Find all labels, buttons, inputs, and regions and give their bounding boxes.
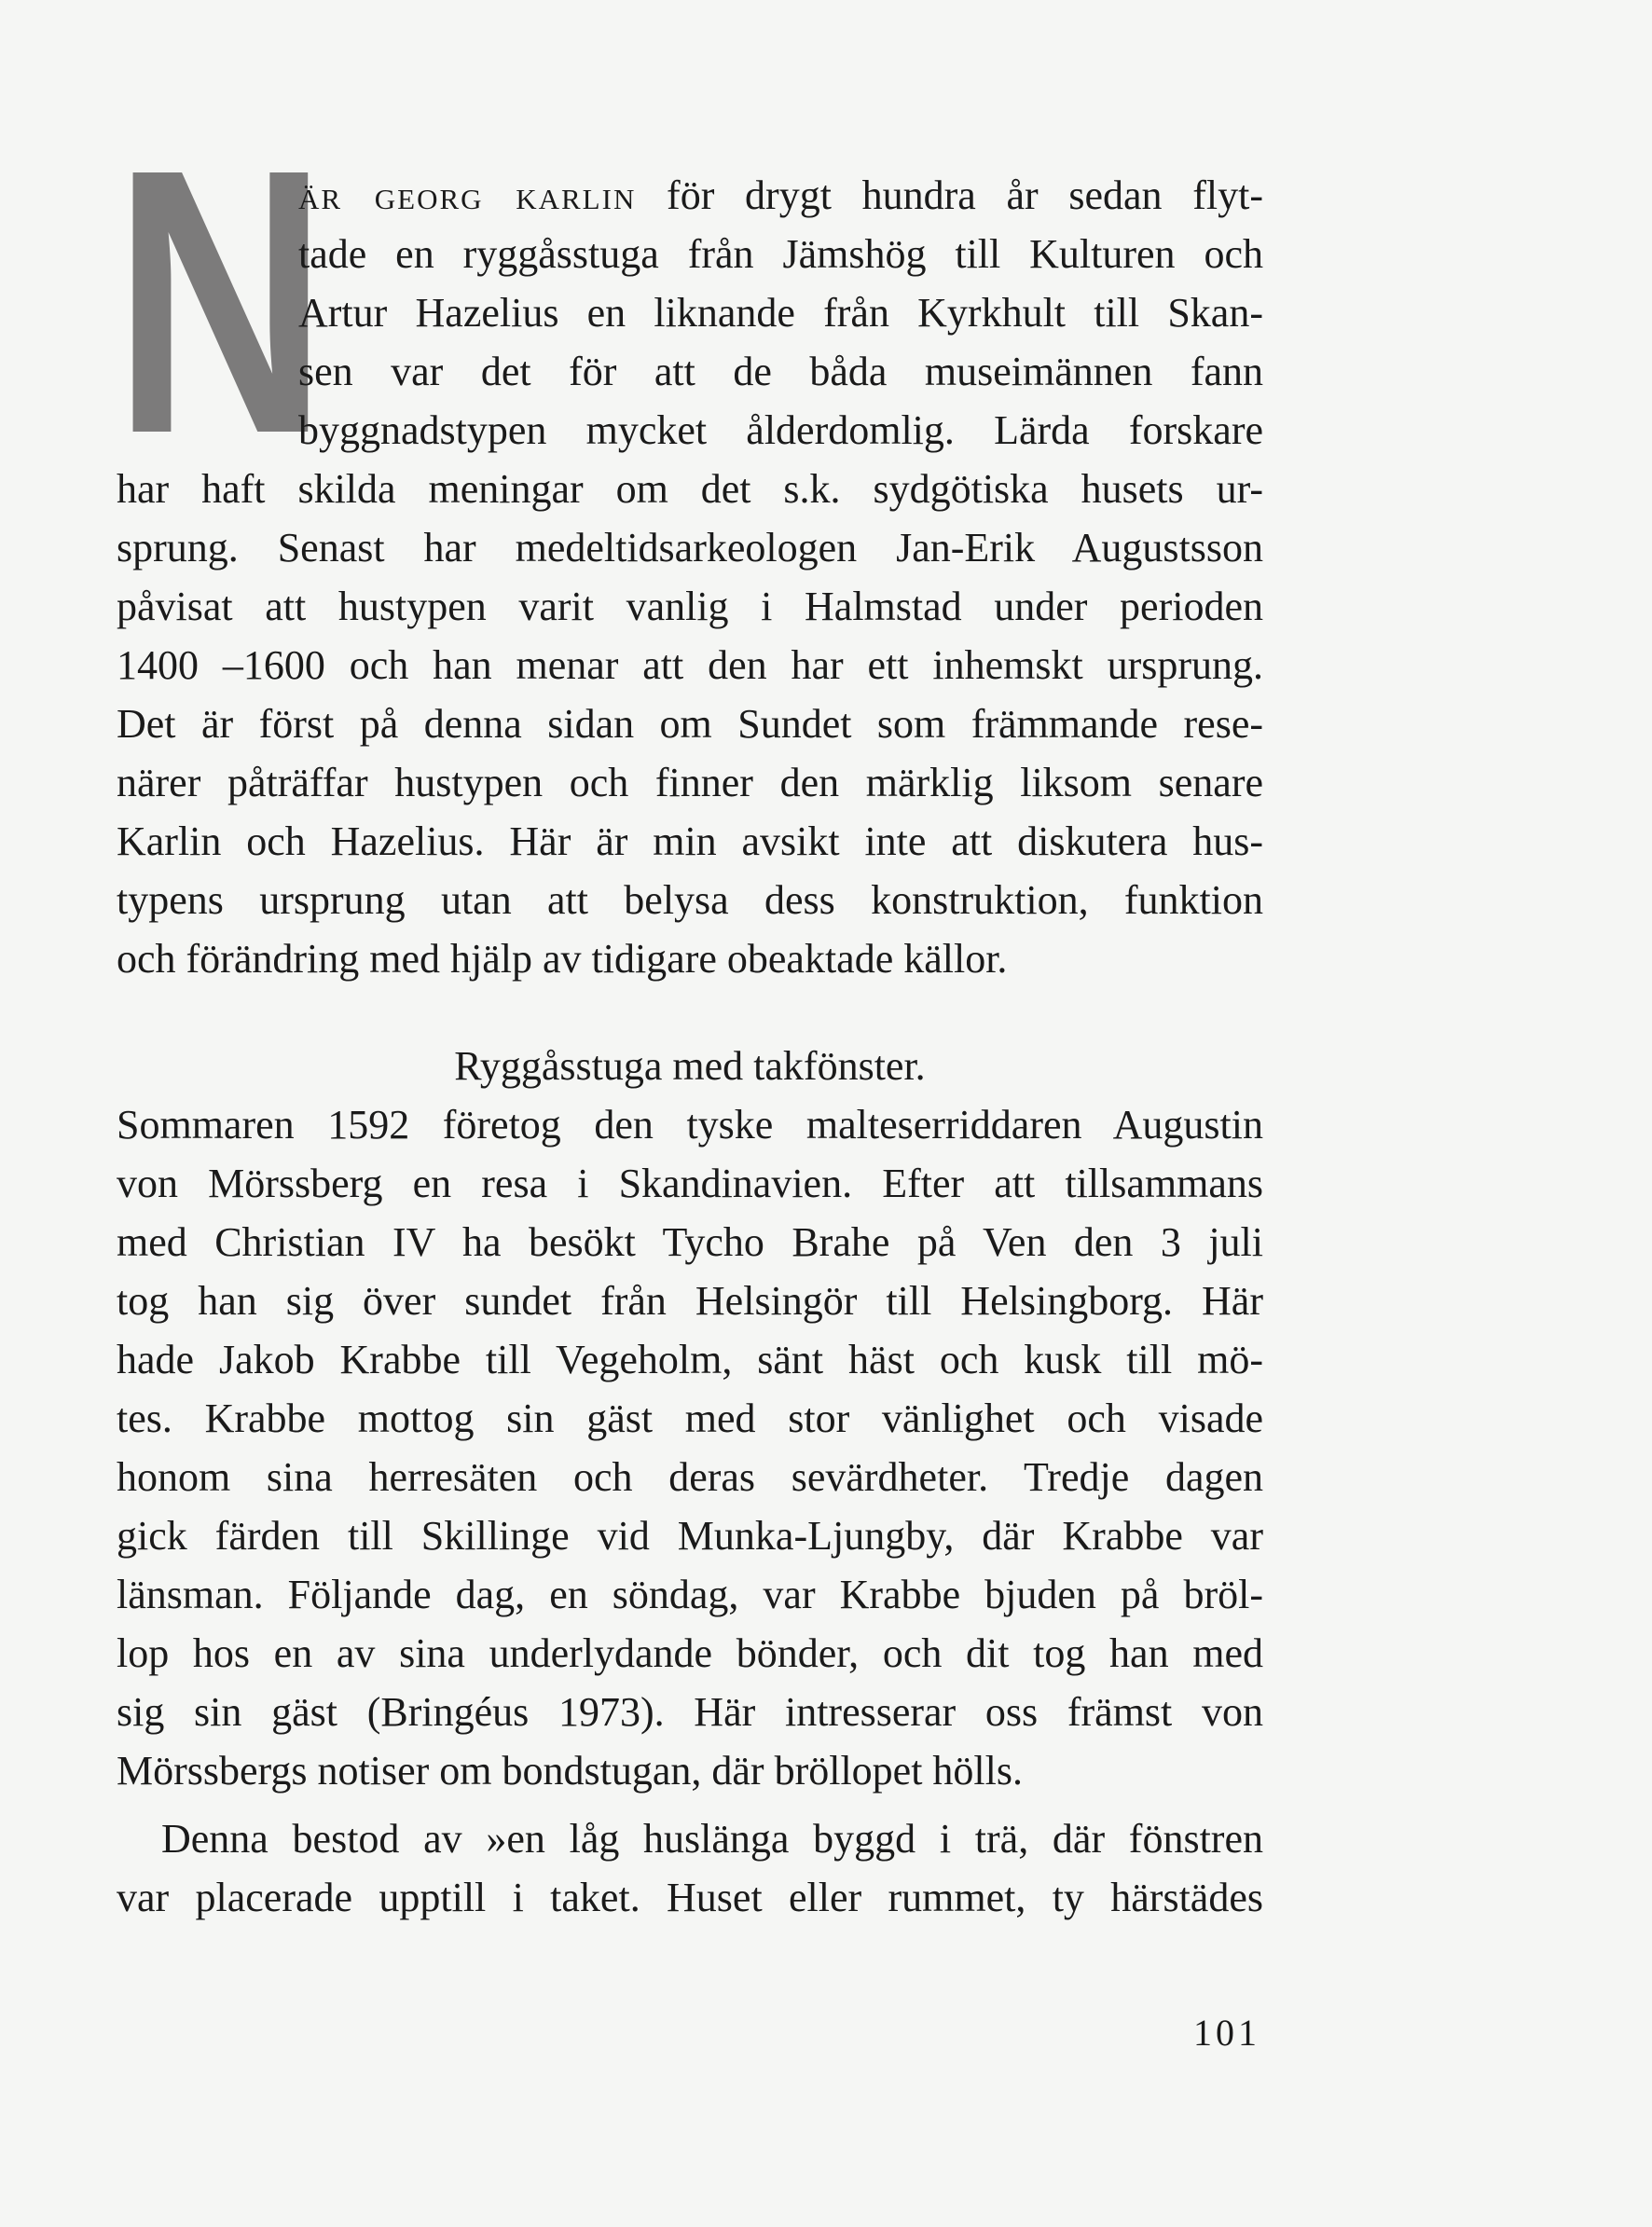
paragraph-3 <box>117 1809 1263 1927</box>
section-heading: Ryggåsstuga med takfönster. <box>454 1043 926 1089</box>
text-line: har haft skilda meningar om det s.k. sydgötiska husets ur- <box>117 466 1263 512</box>
text-line: Mörssbergs notiser om bondstugan, där bröllopet hölls. <box>117 1748 1023 1794</box>
text-line: 1400 –1600 och han menar att den har ett inhemskt ursprung. <box>117 642 1263 688</box>
body-text <box>117 166 1263 1927</box>
paragraph-2 <box>117 1095 1263 1800</box>
text-line: von Mörssberg en resa i Skandinavien. Efter att tillsammans <box>117 1161 1263 1206</box>
text-line: lop hos en av sina underlydande bönder, och dit tog han med <box>117 1630 1263 1676</box>
text-line: närer påträffar hustypen och finner den märklig liksom senare <box>117 760 1263 805</box>
text-line: Artur Hazelius en liknande från Kyrkhult till Skan- <box>298 290 1263 336</box>
intro-indented-lines <box>117 166 1263 460</box>
text-line: tog han sig över sundet från Helsingör till Helsingborg. Här <box>117 1278 1263 1324</box>
spacer <box>117 988 1263 1037</box>
text-line: byggnadstypen mycket ålderdomlig. Lärda forskare <box>298 407 1263 453</box>
text-line: påvisat att hustypen varit vanlig i Halmstad under perioden <box>117 584 1263 629</box>
text-line: typens ursprung utan att belysa dess konstruktion, funktion <box>117 877 1263 923</box>
text-line: är georg karlin för drygt hundra år sedan flyt- <box>298 172 1264 218</box>
text-line: tes. Krabbe mottog sin gäst med stor vänlighet och visade <box>117 1395 1263 1441</box>
text-line: tade en ryggåsstuga från Jämshög till Kulturen och <box>298 231 1263 277</box>
page-number: 101 <box>1193 2012 1260 2054</box>
intro-full-lines <box>117 460 1263 988</box>
spacer <box>117 1800 1263 1809</box>
lead-small-caps: är georg karlin <box>298 172 637 218</box>
text-line: länsman. Följande dag, en söndag, var Krabbe bjuden på bröl- <box>117 1572 1263 1617</box>
text-line: och förändring med hjälp av tidigare obeaktade källor. <box>117 936 1008 982</box>
text-line: Det är först på denna sidan om Sundet som främmande rese- <box>117 701 1263 747</box>
text-line: sprung. Senast har medeltidsarkeologen Jan-Erik Augustsson <box>117 525 1263 570</box>
text-line: Denna bestod av »en låg huslänga byggd i trä, där fönstren <box>161 1816 1263 1862</box>
text-line: med Christian IV ha besökt Tycho Brahe på Ven den 3 juli <box>117 1219 1263 1265</box>
text-line: sen var det för att de båda museimännen fann <box>298 349 1263 394</box>
text-line: hade Jakob Krabbe till Vegeholm, sänt häst och kusk till mö- <box>117 1337 1263 1382</box>
text-line: Karlin och Hazelius. Här är min avsikt inte att diskutera hus- <box>117 818 1263 864</box>
text-line: honom sina herresäten och deras sevärdheter. Tredje dagen <box>117 1454 1263 1500</box>
text-line: Sommaren 1592 företog den tyske malteserriddaren Augustin <box>117 1102 1263 1148</box>
text-line: gick färden till Skillinge vid Munka-Ljungby, där Krabbe var <box>117 1513 1263 1559</box>
drop-cap-letter: N <box>113 90 325 512</box>
text-line: var placerade upptill i taket. Huset eller rummet, ty härstädes <box>117 1875 1263 1920</box>
text-line: sig sin gäst (Bringéus 1973). Här intresserar oss främst von <box>117 1689 1263 1735</box>
